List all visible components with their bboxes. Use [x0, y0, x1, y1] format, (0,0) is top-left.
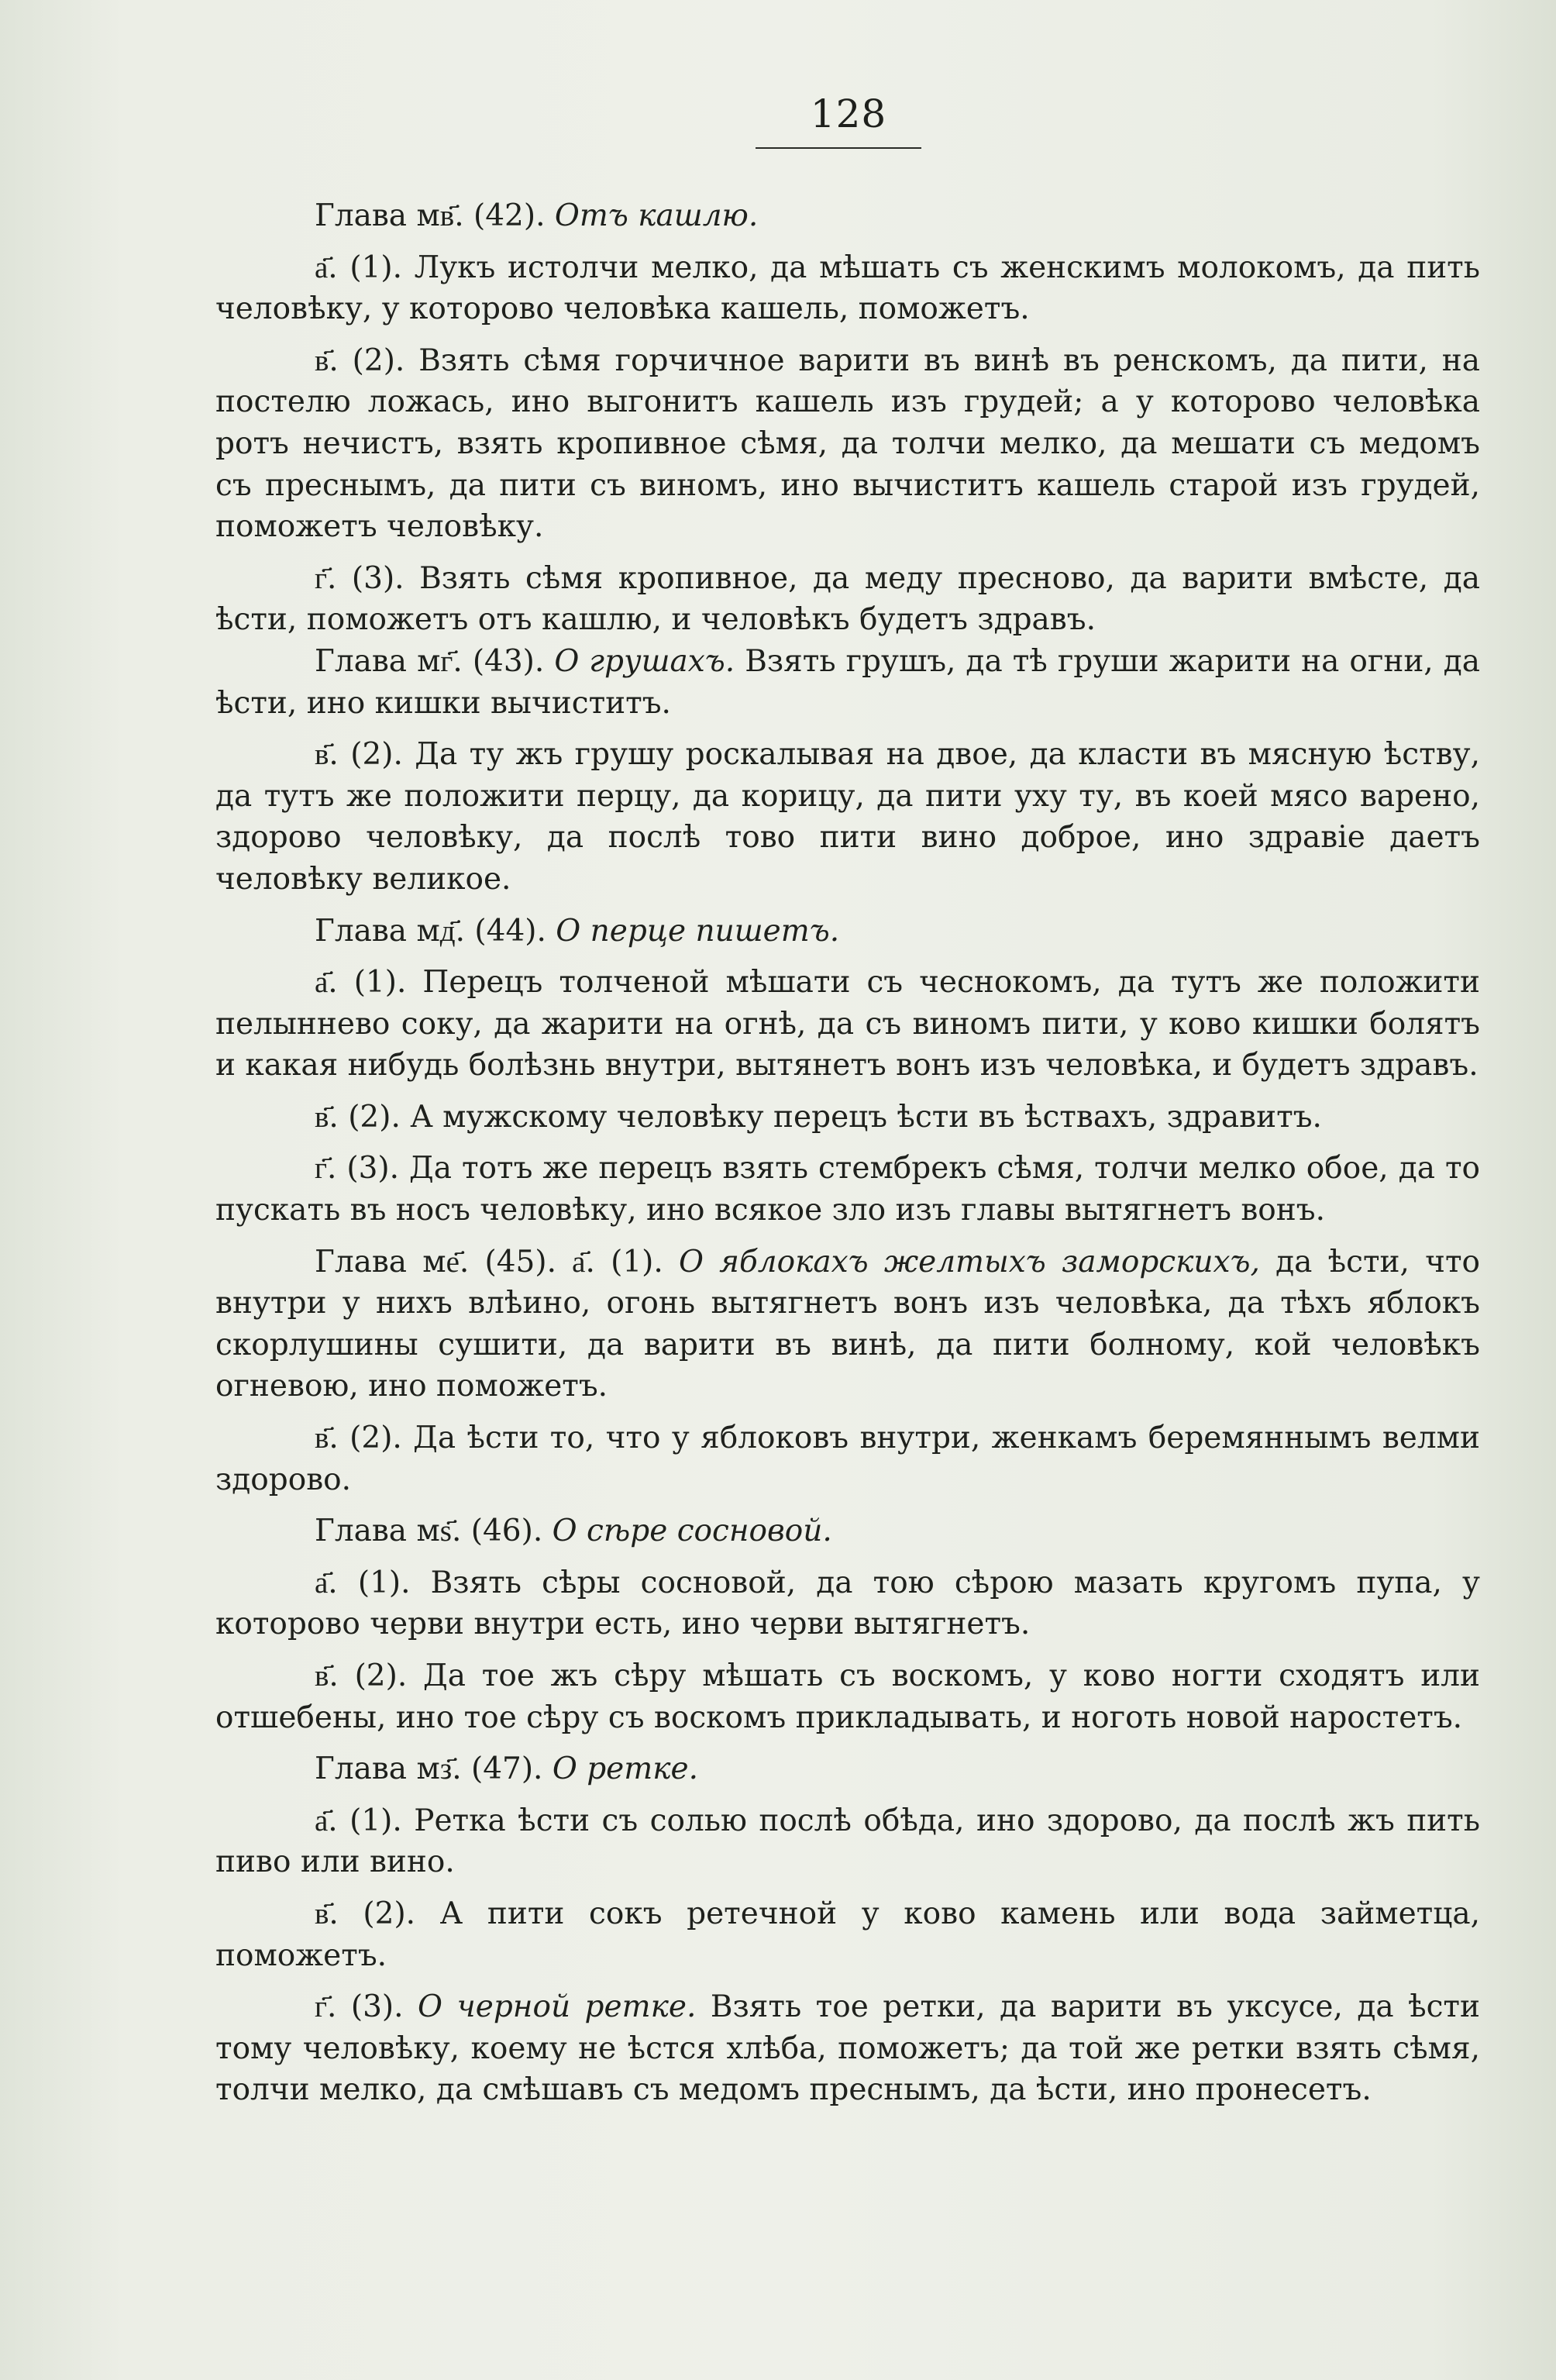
page-text — [215, 195, 1480, 2111]
page-number: 128 — [810, 91, 887, 136]
italic-heading-text: О ретке. — [552, 1751, 699, 1787]
paragraph — [215, 1893, 1480, 1976]
paragraph-text: а҃. (1). Ретка ѣсти съ солью послѣ обѣда, ино здорово, да послѣ жъ пить пиво или вино. — [215, 1803, 1480, 1880]
paragraph-text: а҃. (1). Перецъ толченой мѣшати съ чеснокомъ, да тутъ же положити пелыннево соку, да жарити на огнѣ, да съ виномъ пити, у ково кишки болятъ и какая нибудь болѣзнь внутри, вытянетъ вонъ изъ человѣка, и будетъ здравъ. — [215, 965, 1480, 1083]
paragraph-text: в҃. (2). А мужскому человѣку перецъ ѣсти въ ѣствахъ, здравитъ. — [315, 1099, 1322, 1135]
paragraph-text: . (42). — [454, 198, 555, 233]
paragraph-text: в҃. (2). Да ту жъ грушу роскалывая на двое, да класти въ мясную ѣству, да тутъ же положити перцу, да корицу, да пити уху ту, въ коей мясо варено, здорово человѣку, да послѣ тово пити вино доброе, ино здравіе даетъ человѣку великое. — [215, 737, 1480, 897]
paragraph-text: Взять тое ретки, да варити въ уксусе, да ѣсти тому человѣку, коему не ѣстся хлѣба, поможетъ; да той же ретки взять сѣмя, толчи мелко, да смѣшавъ съ медомъ преснымъ, да ѣсти, ино пронесетъ. — [215, 1989, 1481, 2108]
italic-heading-text: О черной ретке. — [418, 1989, 697, 2025]
paragraph — [215, 641, 1480, 724]
paragraph — [215, 195, 1480, 237]
paragraph — [215, 1417, 1480, 1500]
paragraph-text: да ѣсти, что внутри у нихъ влѣино, огонь вытягнетъ вонъ изъ человѣка, да тѣхъ яблокъ скорлушины сушити, да варити въ винѣ, да пити болному, кой человѣкъ огневою, ино поможетъ. — [215, 1244, 1480, 1404]
paragraph-text: а҃. (1). Взять сѣры сосновой, да тою сѣрою мазать кругомъ пупа, у которово черви внутри есть, ино черви вытягнетъ. — [215, 1565, 1480, 1642]
paragraph — [215, 1748, 1480, 1790]
paragraph-text: а҃. (1). Лукъ истолчи мелко, да мѣшать съ женскимъ молокомъ, да пить человѣку, у которово человѣка кашель, поможетъ. — [215, 250, 1480, 327]
paragraph — [215, 1148, 1480, 1231]
italic-heading-text: О перце пишетъ. — [556, 913, 840, 949]
paragraph — [215, 1510, 1480, 1552]
paragraph — [215, 340, 1480, 548]
italic-heading-text: О грушахъ. — [554, 643, 735, 679]
paragraph-text: г҃. (3). — [315, 1989, 418, 2025]
paragraph — [215, 1655, 1480, 1738]
paragraph-text: Глава мз҃. (47). — [315, 1751, 553, 1787]
paragraph-text: Глава мд҃. (44). — [315, 913, 556, 949]
paragraph-text: мв҃ — [416, 198, 455, 233]
paragraph-text: Глава ме҃. (45). а҃. (1). — [315, 1244, 679, 1280]
paragraph-text: Глава мг҃. (43). — [315, 643, 555, 679]
paragraph-text: в҃. (2). А пити сокъ ретечной у ково камень или вода займетца, поможетъ. — [215, 1896, 1480, 1973]
paragraph — [215, 1800, 1480, 1883]
paragraph-text: в҃. (2). Да тое жъ сѣру мѣшать съ воскомъ, у ково ногти сходятъ или отшебены, ино тое сѣру съ воскомъ прикладывать, и ноготь новой наростетъ. — [215, 1658, 1480, 1735]
paragraph — [215, 911, 1480, 952]
page-number-rule — [756, 147, 921, 149]
paragraph-text: г҃. (3). Да тотъ же перецъ взять стембрекъ сѣмя, толчи мелко обое, да то пускать въ носъ человѣку, ино всякое зло изъ главы вытягнетъ вонъ. — [215, 1151, 1480, 1228]
paragraph — [215, 962, 1480, 1087]
paragraph-text: Глава мѕ҃. (46). — [315, 1514, 553, 1549]
paragraph-text: Глава — [315, 198, 417, 233]
paragraph-text: в҃. (2). Взять сѣмя горчичное варити въ винѣ въ ренскомъ, да пити, на постелю ложась, ино выгонитъ кашель изъ грудей; а у которово человѣка ротъ нечистъ, взять кропивное сѣмя, да толчи мелко, да мешати съ медомъ съ преснымъ, да пити съ виномъ, ино вычиститъ кашель старой изъ грудей, поможетъ человѣку. — [215, 343, 1480, 545]
paragraph-text: г҃. (3). Взять сѣмя кропивное, да меду пресново, да варити вмѣсте, да ѣсти, поможетъ отъ кашлю, и человѣкъ будетъ здравъ. — [215, 560, 1480, 638]
paragraph — [215, 247, 1480, 330]
paragraph — [215, 1242, 1480, 1407]
italic-heading-text: О яблокахъ желтыхъ заморскихъ, — [678, 1244, 1260, 1280]
paragraph-text: Взять грушъ, да тѣ груши жарити на огни, да ѣсти, ино кишки вычиститъ. — [215, 643, 1480, 721]
italic-heading-text: Отъ кашлю. — [554, 198, 759, 233]
paragraph — [215, 1097, 1480, 1138]
paragraph-text: в҃. (2). Да ѣсти то, что у яблоковъ внутри, женкамъ беремяннымъ велми здорово. — [215, 1421, 1480, 1497]
paragraph — [215, 1986, 1480, 2111]
italic-heading-text: О сѣре сосновой. — [552, 1514, 832, 1549]
paragraph — [215, 558, 1480, 641]
paragraph — [215, 734, 1480, 900]
paragraph — [215, 1562, 1480, 1645]
